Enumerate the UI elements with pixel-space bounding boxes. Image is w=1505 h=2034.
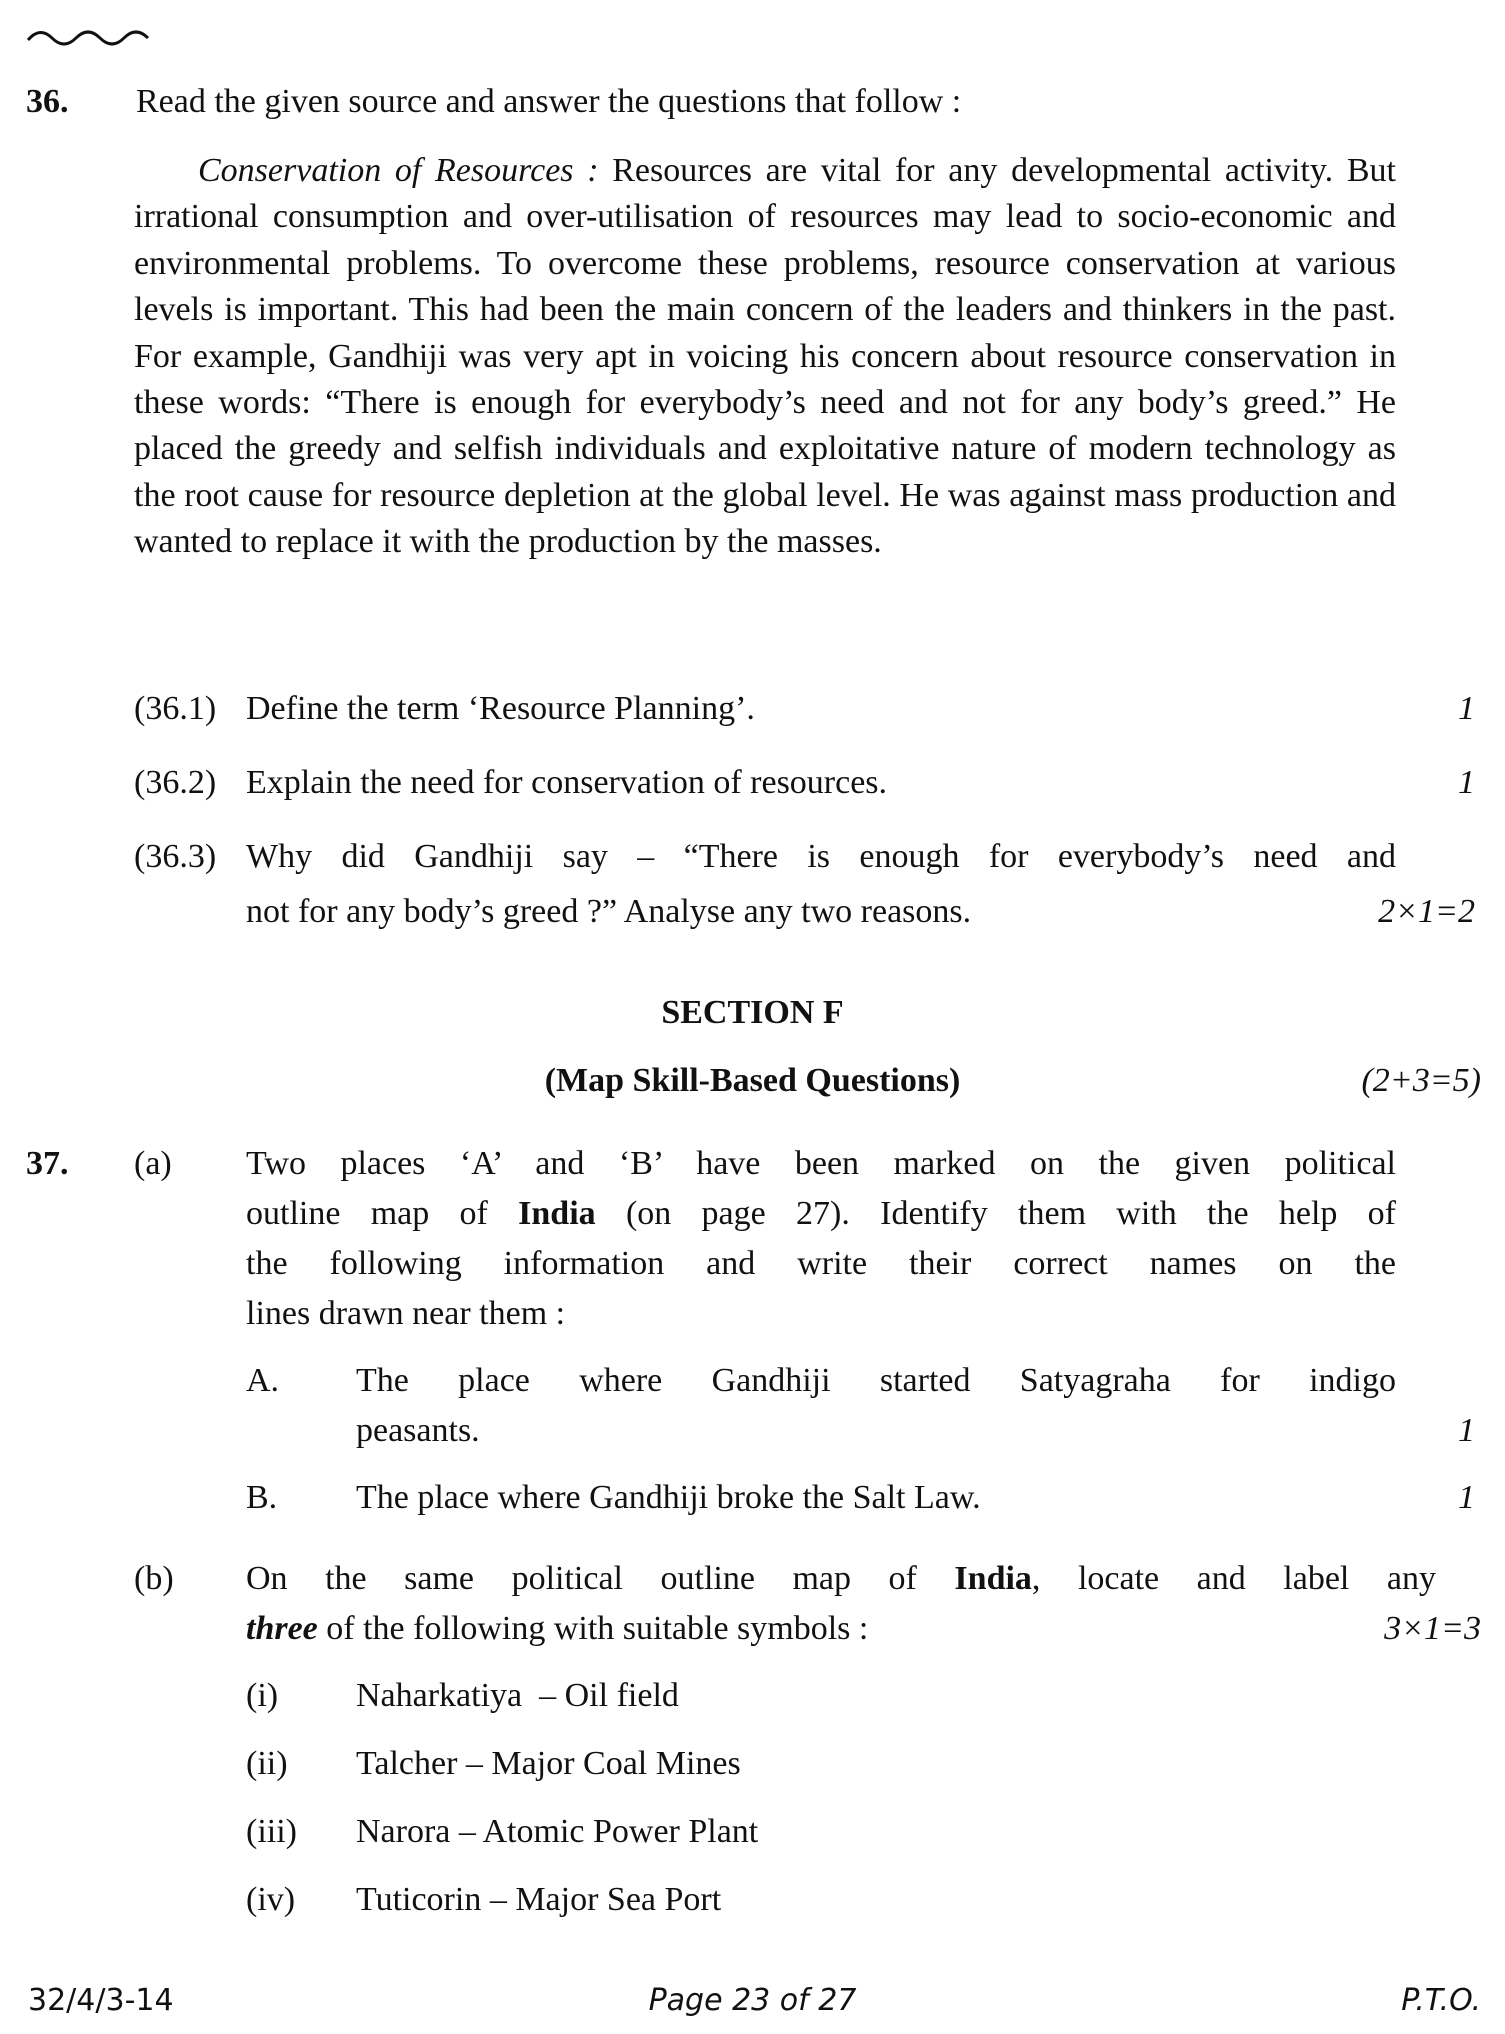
part-a-line-4	[246, 1295, 565, 1333]
list-item-text: Tuticorin – Major Sea Port	[356, 1881, 722, 1918]
part-b-line-2-post: of the following with suitable symbols :	[317, 1610, 869, 1647]
part-b-three: three	[246, 1610, 318, 1647]
sub-36-2-number: (36.2)	[134, 764, 217, 801]
list-item-label: (i)	[246, 1677, 279, 1714]
item-b-label: B.	[246, 1479, 278, 1516]
part-a-line-2-post: (on page 27). Identify them with the help of	[595, 1195, 1397, 1232]
page-number: Page 23 of 27	[648, 1983, 857, 2018]
section-subtitle: (Map Skill-Based Questions)	[544, 1062, 961, 1099]
source-passage	[134, 148, 1396, 566]
part-a-line-2-pre: outline map of	[246, 1195, 519, 1232]
squiggle-mark	[24, 22, 154, 52]
item-b-marks: 1	[1458, 1479, 1475, 1516]
part-a-line-2	[246, 1195, 1396, 1233]
part-b-india: India	[954, 1560, 1032, 1597]
part-b-line-1	[246, 1560, 1436, 1598]
part-a-india: India	[518, 1195, 596, 1232]
sub-36-2-marks: 1	[1458, 764, 1475, 801]
sub-36-2-text: Explain the need for conservation of resources.	[246, 764, 888, 801]
sub-36-1-text: Define the term ‘Resource Planning’.	[246, 690, 755, 727]
paper-code: 32/4/3-14	[28, 1983, 174, 2018]
sub-36-3-line-2: not for any body’s greed ?” Analyse any two reasons.	[246, 893, 972, 930]
part-a-line-1	[246, 1145, 1396, 1183]
part-a-line-1-text: Two places ‘A’ and ‘B’ have been marked on the given political	[246, 1145, 1396, 1182]
part-b-line-2	[246, 1610, 868, 1648]
question-37-number: 37.	[26, 1145, 69, 1182]
sub-36-3-line-1: Why did Gandhiji say – “There is enough for everybody’s need and	[246, 838, 1396, 875]
part-b-line-1-pre: On the same political outline map of	[246, 1560, 955, 1597]
pto-label: P.T.O.	[1401, 1983, 1481, 2018]
list-item-text: Narora – Atomic Power Plant	[356, 1813, 759, 1850]
part-b-marks: 3×1=3	[1384, 1610, 1481, 1647]
question-36-number: 36.	[26, 83, 69, 120]
item-a-line-1: The place where Gandhiji started Satyagraha for indigo	[356, 1362, 1396, 1399]
item-b-text: The place where Gandhiji broke the Salt Law.	[356, 1479, 981, 1516]
section-marks: (2+3=5)	[1361, 1062, 1481, 1099]
part-a-label: (a)	[134, 1145, 172, 1182]
sub-36-1-number: (36.1)	[134, 690, 217, 727]
list-item-label: (iv)	[246, 1881, 296, 1918]
list-item-text: Naharkatiya – Oil field	[356, 1677, 679, 1714]
list-item-label: (ii)	[246, 1745, 288, 1782]
part-a-line-3-text: the following information and write their correct names on the	[246, 1245, 1396, 1282]
list-item-label: (iii)	[246, 1813, 297, 1850]
question-36-instruction: Read the given source and answer the questions that follow :	[136, 83, 962, 120]
item-a-label: A.	[246, 1362, 280, 1399]
part-a-line-3	[246, 1245, 1396, 1283]
sub-36-3-marks: 2×1=2	[1378, 893, 1475, 930]
item-a-line-2: peasants.	[356, 1412, 480, 1449]
part-b-label: (b)	[134, 1560, 174, 1597]
part-a-line-4-text: lines drawn near them :	[246, 1295, 566, 1332]
sub-36-3-number: (36.3)	[134, 838, 217, 875]
source-title: Conservation of Resources :	[198, 152, 599, 189]
sub-36-1-marks: 1	[1458, 690, 1475, 727]
list-item-text: Talcher – Major Coal Mines	[356, 1745, 741, 1782]
section-title: SECTION F	[661, 994, 844, 1031]
source-text: Resources are vital for any developmental activity. But irrational consumption and over-utilisation of resources may lead to socio-economic and environmental problems. To overcome these problems, resource conservation at various levels is important. This had been the main concern of the leaders and thinkers in the past. For example, Gandhiji was very apt in voicing his concern about resource conservation in these words: “There is enough for everybody’s need and not for any body’s greed.” He placed the greedy and selfish individuals and exploitative nature of modern technology as the root cause for resource depletion at the global level. He was against mass production and wanted to replace it with the production by the masses.	[134, 152, 1396, 561]
part-b-line-1-post: , locate and label any	[1031, 1560, 1436, 1597]
item-a-marks: 1	[1458, 1412, 1475, 1449]
